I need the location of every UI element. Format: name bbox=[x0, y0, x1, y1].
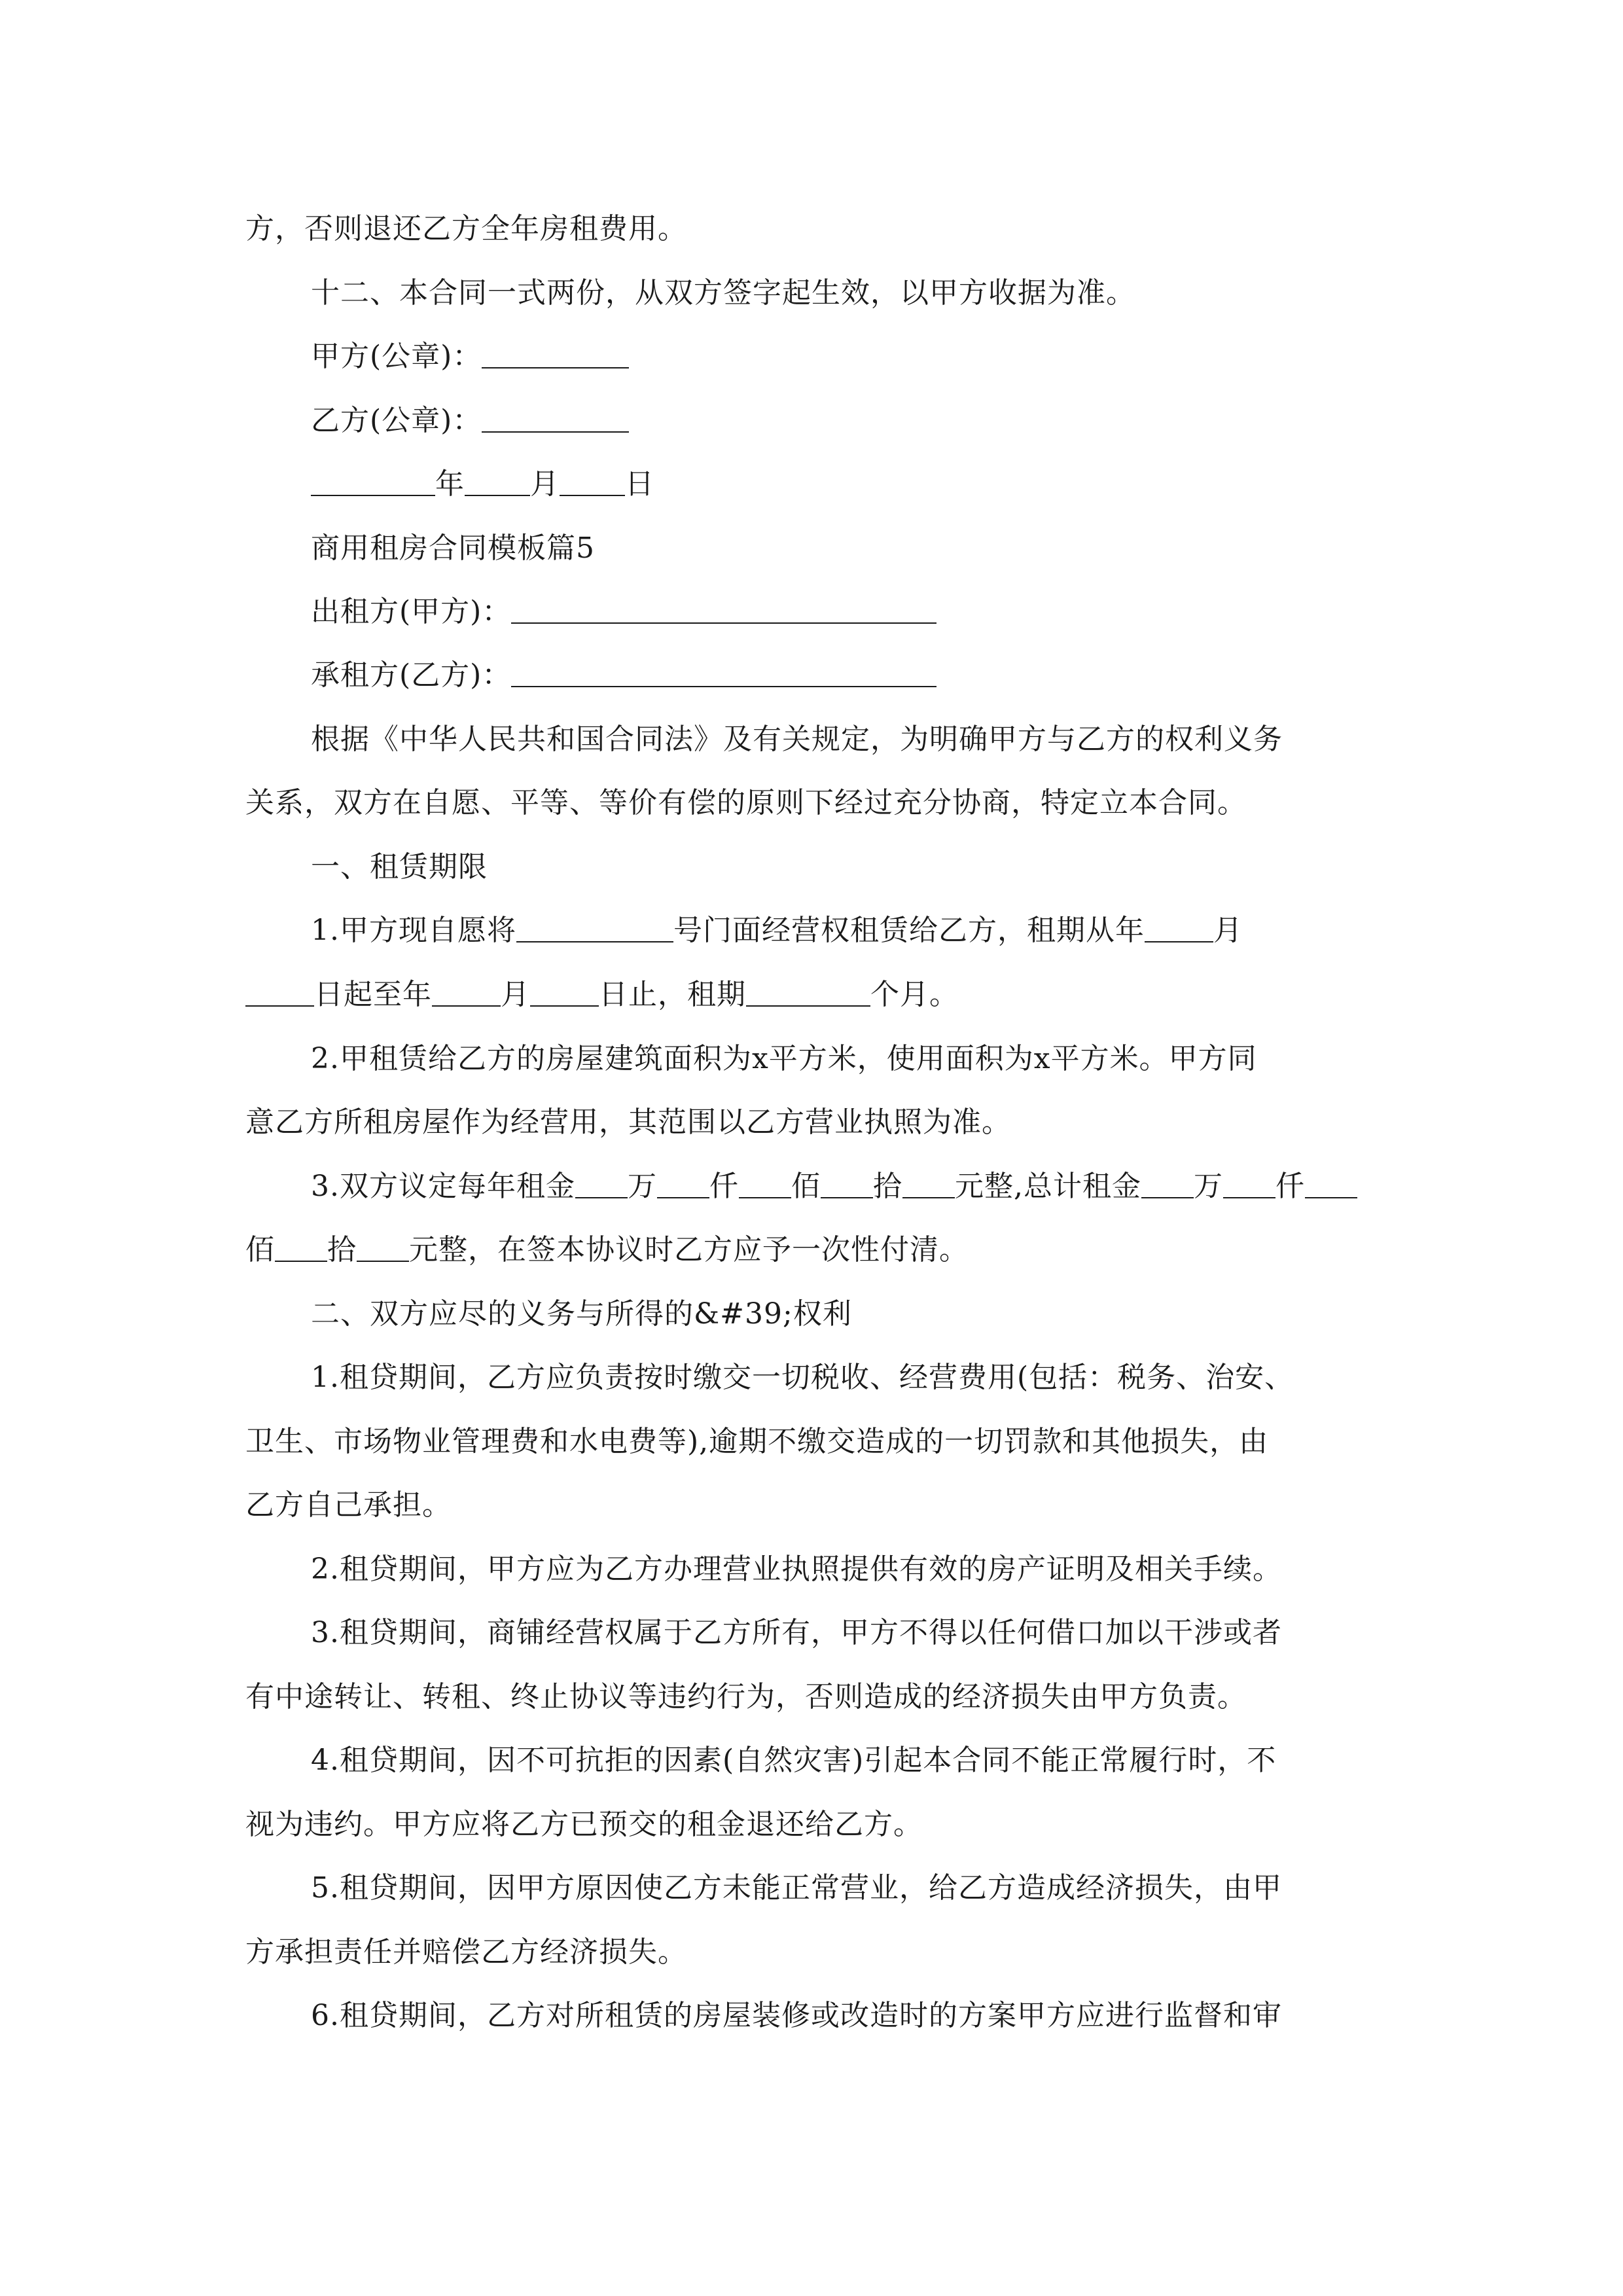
text-run: 有中途转让、转租、终止协议等违约行为，否则造成的经济损失由甲方负责。 bbox=[245, 1680, 1247, 1713]
heading-lease-term bbox=[311, 848, 488, 887]
text-run: 意乙方所租房屋作为经营用，其范围以乙方营业执照为准。 bbox=[245, 1105, 1011, 1139]
amount-blank[interactable] bbox=[902, 1168, 955, 1198]
amount-blank[interactable] bbox=[821, 1168, 873, 1198]
lessee-blank[interactable] bbox=[511, 657, 936, 687]
paragraph-line bbox=[245, 1677, 1247, 1717]
text-run: 2.甲租赁给乙方的房屋建筑面积为x平方米，使用面积为x平方米。甲方同 bbox=[311, 1042, 1257, 1075]
text-run: 仟 bbox=[1275, 1170, 1305, 1203]
party-a-seal-line bbox=[311, 337, 629, 376]
amount-blank[interactable] bbox=[1223, 1168, 1275, 1198]
text-run: 拾 bbox=[872, 1170, 902, 1203]
paragraph-line bbox=[245, 1805, 923, 1844]
year-label: 年 bbox=[435, 467, 465, 501]
day-blank[interactable] bbox=[560, 466, 625, 496]
paragraph-line bbox=[311, 1550, 1282, 1589]
party-a-seal-blank[interactable] bbox=[482, 338, 629, 368]
paragraph-line bbox=[311, 1358, 1294, 1397]
paragraph-line bbox=[311, 1613, 1282, 1653]
text-run: 万 bbox=[1193, 1170, 1223, 1203]
text-run: 3.租贷期间，商铺经营权属于乙方所有，甲方不得以任何借口加以干涉或者 bbox=[311, 1616, 1282, 1649]
lessee-label: 承租方(乙方)： bbox=[311, 658, 512, 692]
amount-blank[interactable] bbox=[275, 1232, 327, 1262]
text-run: 元整,总计租金 bbox=[954, 1170, 1141, 1203]
paragraph-line bbox=[311, 1167, 1357, 1206]
paragraph-line bbox=[311, 1039, 1257, 1079]
end-month-blank[interactable] bbox=[432, 977, 501, 1007]
paragraph-line bbox=[245, 1486, 452, 1525]
text-run: 乙方自己承担。 bbox=[245, 1488, 452, 1522]
lessor-blank[interactable] bbox=[511, 594, 936, 624]
party-b-seal-blank[interactable] bbox=[482, 403, 629, 433]
paragraph-line bbox=[245, 1230, 969, 1270]
text-run: 元整，在签本协议时乙方应予一次性付清。 bbox=[409, 1233, 969, 1266]
text-run: 视为违约。甲方应将乙方已预交的租金退还给乙方。 bbox=[245, 1808, 923, 1841]
text-run: 1.甲方现自愿将 bbox=[311, 914, 516, 947]
end-day-blank[interactable] bbox=[530, 977, 599, 1007]
party-b-seal-label: 乙方(公章)： bbox=[311, 404, 482, 437]
paragraph-line bbox=[311, 911, 1243, 950]
months-blank[interactable] bbox=[746, 977, 870, 1007]
lessor-label: 出租方(甲方)： bbox=[311, 595, 512, 628]
text-run: 号门面经营权租赁给乙方，租期从年 bbox=[673, 914, 1145, 947]
text-run: 一、租赁期限 bbox=[311, 850, 488, 884]
text-run: 关系，双方在自愿、平等、等价有偿的原则下经过充分协商，特定立本合同。 bbox=[245, 786, 1247, 819]
heading-obligations bbox=[311, 1295, 852, 1334]
text-run: 仟 bbox=[709, 1170, 739, 1203]
text-run: 2.租贷期间，甲方应为乙方办理营业执照提供有效的房产证明及相关手续。 bbox=[311, 1552, 1282, 1586]
text-run: 卫生、市场物业管理费和水电费等),逾期不缴交造成的一切罚款和其他损失，由 bbox=[245, 1425, 1269, 1458]
text-run: 3.双方议定每年租金 bbox=[311, 1170, 575, 1203]
day-label: 日 bbox=[625, 467, 654, 501]
text-run: 拾 bbox=[327, 1233, 357, 1266]
month-label: 月 bbox=[530, 467, 560, 501]
text-run: 1.租贷期间，乙方应负责按时缴交一切税收、经营费用(包括：税务、治安、 bbox=[311, 1361, 1294, 1394]
paragraph-line bbox=[245, 209, 687, 249]
lessor-line bbox=[311, 592, 936, 632]
amount-blank[interactable] bbox=[357, 1232, 409, 1262]
text-run: 万 bbox=[627, 1170, 657, 1203]
text-run: 方，否则退还乙方全年房租费用。 bbox=[245, 212, 687, 245]
paragraph-line bbox=[245, 1933, 687, 1972]
text-run: 二、双方应尽的义务与所得的&#39;权利 bbox=[311, 1297, 852, 1331]
storefront-number-blank[interactable] bbox=[516, 912, 673, 942]
text-run: 商用租房合同模板篇5 bbox=[311, 531, 595, 565]
text-run: 佰 bbox=[791, 1170, 821, 1203]
amount-blank[interactable] bbox=[657, 1168, 709, 1198]
paragraph-line bbox=[311, 720, 1283, 759]
amount-blank[interactable] bbox=[1305, 1168, 1357, 1198]
clause-12 bbox=[311, 274, 1135, 313]
amount-blank[interactable] bbox=[575, 1168, 628, 1198]
text-run: 5.租贷期间，因甲方原因使乙方未能正常营业，给乙方造成经济损失，由甲 bbox=[311, 1871, 1282, 1905]
amount-blank[interactable] bbox=[1141, 1168, 1194, 1198]
text-run: 月 bbox=[1213, 914, 1243, 947]
text-run: 十二、本合同一式两份，从双方签字起生效，以甲方收据为准。 bbox=[311, 276, 1135, 310]
amount-blank[interactable] bbox=[739, 1168, 791, 1198]
text-run: 佰 bbox=[245, 1233, 275, 1266]
party-b-seal-line bbox=[311, 401, 629, 440]
month-blank[interactable] bbox=[465, 466, 530, 496]
text-run: 6.租贷期间，乙方对所租赁的房屋装修或改造时的方案甲方应进行监督和审 bbox=[311, 1999, 1282, 2032]
start-month-blank[interactable] bbox=[1145, 912, 1213, 942]
text-run: 个月。 bbox=[870, 978, 959, 1011]
paragraph-line bbox=[245, 783, 1247, 823]
paragraph-line bbox=[245, 975, 959, 1014]
text-run: 4.租贷期间，因不可抗拒的因素(自然灾害)引起本合同不能正常履行时，不 bbox=[311, 1744, 1277, 1777]
lessee-line bbox=[311, 656, 936, 695]
text-run: 日起至年 bbox=[314, 978, 432, 1011]
text-run: 月 bbox=[501, 978, 530, 1011]
paragraph-line bbox=[245, 1103, 1011, 1142]
date-line bbox=[311, 465, 654, 504]
text-run: 日止，租期 bbox=[599, 978, 746, 1011]
paragraph-line bbox=[311, 1996, 1282, 2036]
section-title bbox=[311, 529, 595, 568]
text-run: 方承担责任并赔偿乙方经济损失。 bbox=[245, 1935, 687, 1969]
text-run: 根据《中华人民共和国合同法》及有关规定，为明确甲方与乙方的权利义务 bbox=[311, 723, 1283, 756]
year-blank[interactable] bbox=[311, 466, 435, 496]
paragraph-line bbox=[311, 1869, 1282, 1908]
party-a-seal-label: 甲方(公章)： bbox=[311, 340, 482, 373]
paragraph-line bbox=[245, 1422, 1268, 1462]
paragraph-line bbox=[311, 1741, 1276, 1780]
start-day-blank[interactable] bbox=[245, 977, 314, 1007]
